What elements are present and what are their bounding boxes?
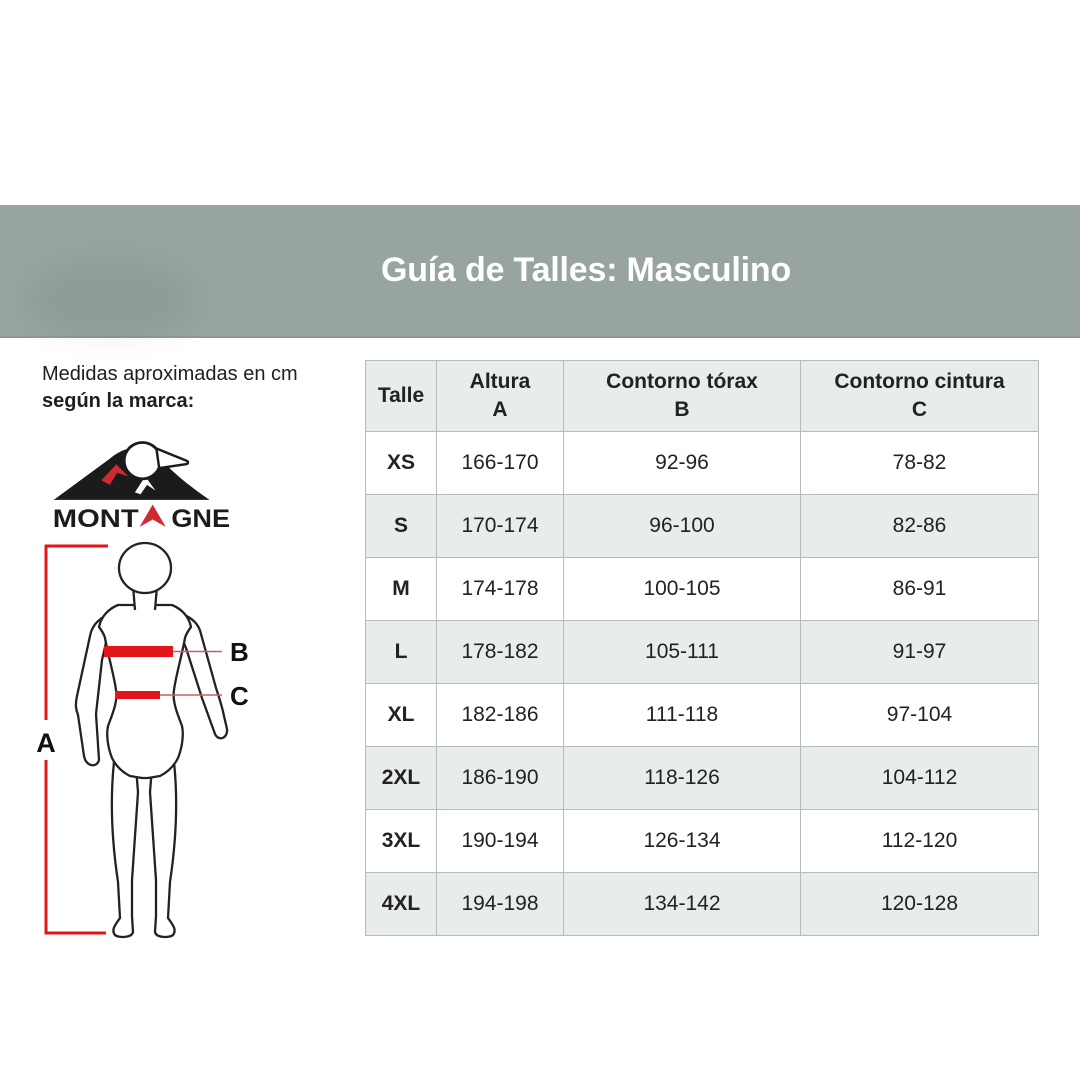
- band-watermark: [28, 260, 193, 340]
- eagle-beak-icon: [156, 449, 188, 469]
- table-row: [366, 432, 1039, 495]
- size-cell: M: [366, 558, 437, 621]
- intro-line-regular: Medidas aproximadas en cm: [42, 363, 298, 385]
- altura-cell: 170-174: [437, 495, 564, 558]
- col-header-cintura: [801, 361, 1039, 432]
- torax-cell: 96-100: [564, 495, 801, 558]
- size-cell: XS: [366, 432, 437, 495]
- table-header-row: [366, 361, 1039, 432]
- altura-cell: 178-182: [437, 621, 564, 684]
- col-letter: A: [492, 398, 508, 421]
- right-leg-outline: [150, 762, 176, 937]
- cintura-cell: 112-120: [801, 810, 1039, 873]
- size-cell: 4XL: [366, 873, 437, 936]
- cintura-cell: 97-104: [801, 684, 1039, 747]
- title-band: [0, 205, 1080, 338]
- col-label: Talle: [377, 384, 425, 408]
- size-cell: 3XL: [366, 810, 437, 873]
- col-label: Contorno cintura: [834, 370, 1005, 394]
- torax-cell: 105-111: [564, 621, 801, 684]
- altura-cell: 166-170: [437, 432, 564, 495]
- col-label: Altura: [469, 370, 531, 394]
- table-row: [366, 621, 1039, 684]
- col-header-talle: [366, 361, 437, 432]
- table-row: [366, 810, 1039, 873]
- brand-wordmark-prefix: MONT: [52, 504, 140, 532]
- altura-cell: 194-198: [437, 873, 564, 936]
- torax-cell: 118-126: [564, 747, 801, 810]
- table-row: [366, 495, 1039, 558]
- brand-a-triangle-icon: [140, 505, 166, 527]
- waist-measure-bar: [115, 691, 160, 699]
- label-waist-c: C: [230, 681, 249, 711]
- table-row: [366, 558, 1039, 621]
- cintura-cell: 104-112: [801, 747, 1039, 810]
- eagle-head-icon: [124, 442, 160, 478]
- left-leg-outline: [112, 762, 138, 937]
- cintura-cell: 120-128: [801, 873, 1039, 936]
- torax-cell: 100-105: [564, 558, 801, 621]
- intro-note: [42, 361, 298, 415]
- label-height-a: A: [36, 728, 56, 758]
- altura-cell: 174-178: [437, 558, 564, 621]
- altura-cell: 190-194: [437, 810, 564, 873]
- size-table: [365, 360, 1039, 936]
- torax-cell: 134-142: [564, 873, 801, 936]
- col-header-torax: [564, 361, 801, 432]
- cintura-cell: 82-86: [801, 495, 1039, 558]
- cintura-cell: 86-91: [801, 558, 1039, 621]
- label-chest-b: B: [230, 637, 249, 667]
- size-cell: S: [366, 495, 437, 558]
- col-header-altura: [437, 361, 564, 432]
- table-row: [366, 684, 1039, 747]
- size-cell: XL: [366, 684, 437, 747]
- size-cell: L: [366, 621, 437, 684]
- altura-cell: 182-186: [437, 684, 564, 747]
- cintura-cell: 91-97: [801, 621, 1039, 684]
- cintura-cell: 78-82: [801, 432, 1039, 495]
- col-label: Contorno tórax: [606, 370, 758, 394]
- torax-cell: 126-134: [564, 810, 801, 873]
- size-cell: 2XL: [366, 747, 437, 810]
- table-row: [366, 747, 1039, 810]
- page-title: Guía de Talles: Masculino: [380, 251, 792, 289]
- torax-cell: 111-118: [564, 684, 801, 747]
- torax-cell: 92-96: [564, 432, 801, 495]
- altura-cell: 186-190: [437, 747, 564, 810]
- head-outline: [119, 543, 171, 593]
- table-row: [366, 873, 1039, 936]
- brand-wordmark-suffix: GNE: [171, 504, 231, 532]
- col-letter: C: [911, 398, 928, 421]
- body-measurement-diagram: [20, 530, 350, 960]
- intro-line-bold: según la marca:: [42, 390, 195, 412]
- chest-measure-bar: [104, 646, 173, 657]
- montagne-logo: [50, 436, 246, 532]
- col-letter: B: [674, 398, 690, 421]
